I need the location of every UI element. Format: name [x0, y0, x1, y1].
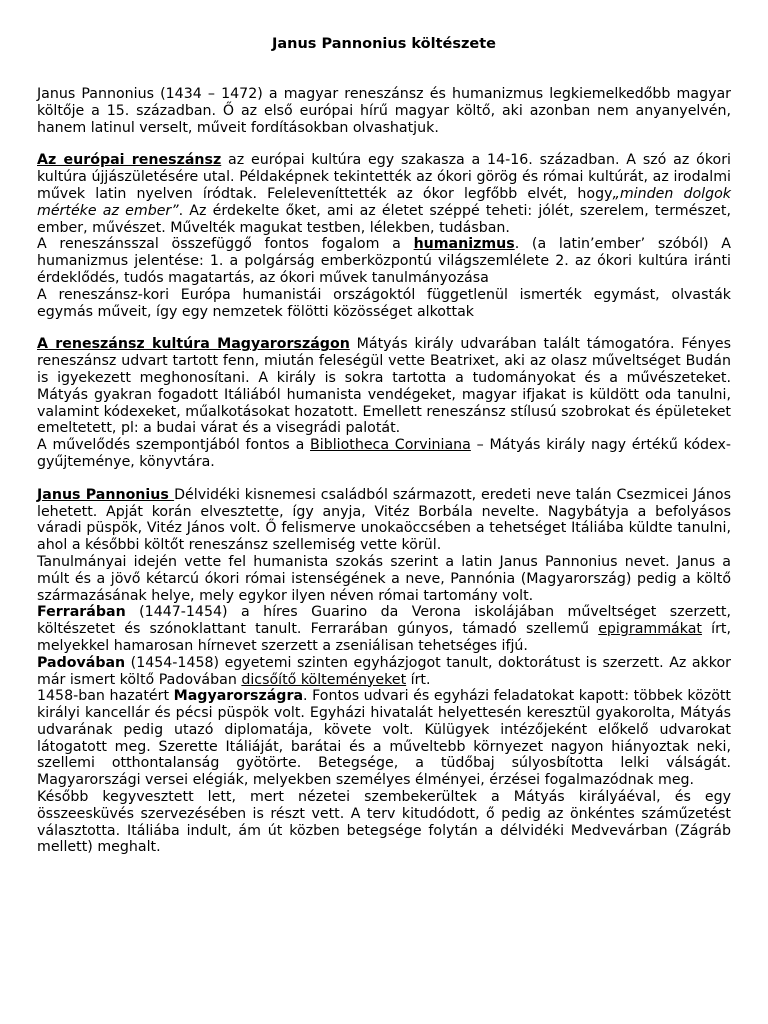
ferrara-paragraph: Ferrarában (1447-1454) a híres Guarino da Verona iskolájában műveltséget szerzett, költészetet és szónoklattant tanult. Ferrarában gúnyos, támadó szellemű epigrammákat írt, melyekkel hamarosan hírnevet szerzett a zseniálisan tehetséges ifjú.: [37, 604, 732, 654]
later-paragraph: Később kegyvesztett lett, mert nézetei szembekerültek a Mátyás királyáéval, és egy összeesküvés szervezésében is részt vett. A terv kitudódott, ő pedig az önkéntes száműzetést választotta. Itáliába indult, ám út közben betegsége folytán a délvidéki Medvevárban (Zágráb mellett) meghalt.: [37, 789, 731, 856]
padova-paragraph: Padovában (1454-1458) egyetemi szinten egyházjogot tanult, doktorátust is szerzett. Az akkor már ismert költő Padovában dicsőítő költeményeket írt.: [37, 654, 731, 688]
epigrams-link: epigrammákat: [598, 621, 702, 638]
janus-paragraph: Janus Pannonius Délvidéki kisnemesi családból származott, eredeti neve talán Csezmicei János lehetett. Apját korán elvesztette, így anyja, Vitéz Borbála nevelte. Nagybátyja a befolyásos váradi püspök, Vitéz János volt. Ő felismerve unokaöccsében a tehetséget Itáliába küldte tanulni, ahol a későbbi költőt reneszánsz szellemiség vette körül.: [37, 486, 731, 554]
name-paragraph: Tanulmányai idején vette fel humanista szokás szerint a latin Janus Pannonius nevet. Janus a múlt és a jövő kétarcú ókori római istenségének a neve, Pannónia (Magyarország) pedig a költő származásának helye, mely egykor ilyen néven római tartomány volt.: [37, 553, 731, 604]
hungary-place: Magyarországra: [173, 688, 304, 705]
page-title: Janus Pannonius költészete: [271, 36, 497, 52]
bibliotheca-corviniana-link: Bibliotheca Corviniana: [310, 437, 471, 454]
janus-heading: Janus Pannonius: [37, 486, 175, 503]
ferrara-place: Ferrarában: [37, 604, 126, 621]
hungary-paragraph: A reneszánsz kultúra Magyarországon Mátyás király udvarában talált támogatóra. Fényes reneszánsz udvart tartott fenn, miután feleségül vette Beatrixet, aki az olasz műveltséget Budán is igyekezett meghonosítani. A király is sokra tartotta a tudományokat és a művészeteket. Mátyás gyakran fogadott Itáliából humanista vendégeket, magyar ifjakat is küldött oda tanulni, valamint kódexeket, műalkotásokat hozatott. Emellett reneszánsz stílusú szobrokat és épületeket emeltetett, pl: a budai várat és a visegrádi palotát.: [37, 336, 731, 437]
padova-place: Padovában: [37, 654, 126, 671]
return-paragraph: 1458-ban hazatért Magyarországra. Fontos udvari és egyházi feladatokat kapott: többek között királyi kancellár és pécsi püspök volt. Egyházi hivatalát helyettesén keresztül gyakorolta, Mátyás udvarának pedig utazó diplomatája, követe volt. Külügyek intézőjeként előkelő udvarokat látogatott meg. Szerette Itáliáját, barátai és a műveltebb környezet nagyon hiányoztak neki, szellemi otthontalanság gyötörte. Betegsége, a tüdőbaj súlyosbította lelki válságát. Magyarországi versei elégiák, melyekben személyes élményei, érzései fogalmazódnak meg.: [37, 688, 731, 789]
quote: „minden dolgok mértéke az ember”: [37, 185, 732, 219]
hungary-heading: A reneszánsz kultúra Magyarországon: [37, 336, 350, 353]
intro-paragraph: Janus Pannonius (1434 – 1472) a magyar reneszánsz és humanizmus legkiemelkedőbb magyar költője a 15. században. Ő az első európai hírű magyar költő, aki azonban nem anyanyelvén, hanem latinul verselt, műveit fordításokban olvashatjuk.: [37, 86, 731, 136]
humanism-paragraph: A reneszánsszal összefüggő fontos fogalom a humanizmus. (a latin’ember’ szóból) A humanizmus jelentése: 1. a polgárság emberközpontú világszemlélete 2. az ókori kultúra iránti érdeklődés, tudós magatartás, az ókori művek tanulmányozása: [37, 236, 731, 286]
library-paragraph: A művelődés szempontjából fontos a Bibliotheca Corviniana – Mátyás király nagy értékű kódex-gyűjteménye, könyvtára.: [37, 437, 731, 470]
praise-poems-link: dicsőítő költeményeket: [241, 671, 407, 688]
community-paragraph: A reneszánsz-kori Európa humanistái országoktól függetlenül ismerték egymást, olvasták egymás műveit, így egy nemzetek fölötti közösséget alkottak: [37, 286, 731, 320]
humanism-term: humanizmus: [413, 236, 515, 253]
european-renaissance-paragraph: Az európai reneszánsz az európai kultúra egy szakasza a 14-16. században. A szó az ókori kultúra újjászületésére utal. Példaképnek tekintették az ókori görög és római kultúrát, az irodalmi művek latin nyelven íródtak. Feleleveníttették az ókor legfőbb elvét, hogy„minden dolgok mértéke az ember”. Az érdekelte őket, ami az életet széppé teheti: jólét, szerelem, természet, ember, művészet. Művelték magukat testben, lélekben, tudásban.: [37, 152, 732, 236]
european-renaissance-heading: Az európai reneszánsz: [37, 152, 222, 169]
